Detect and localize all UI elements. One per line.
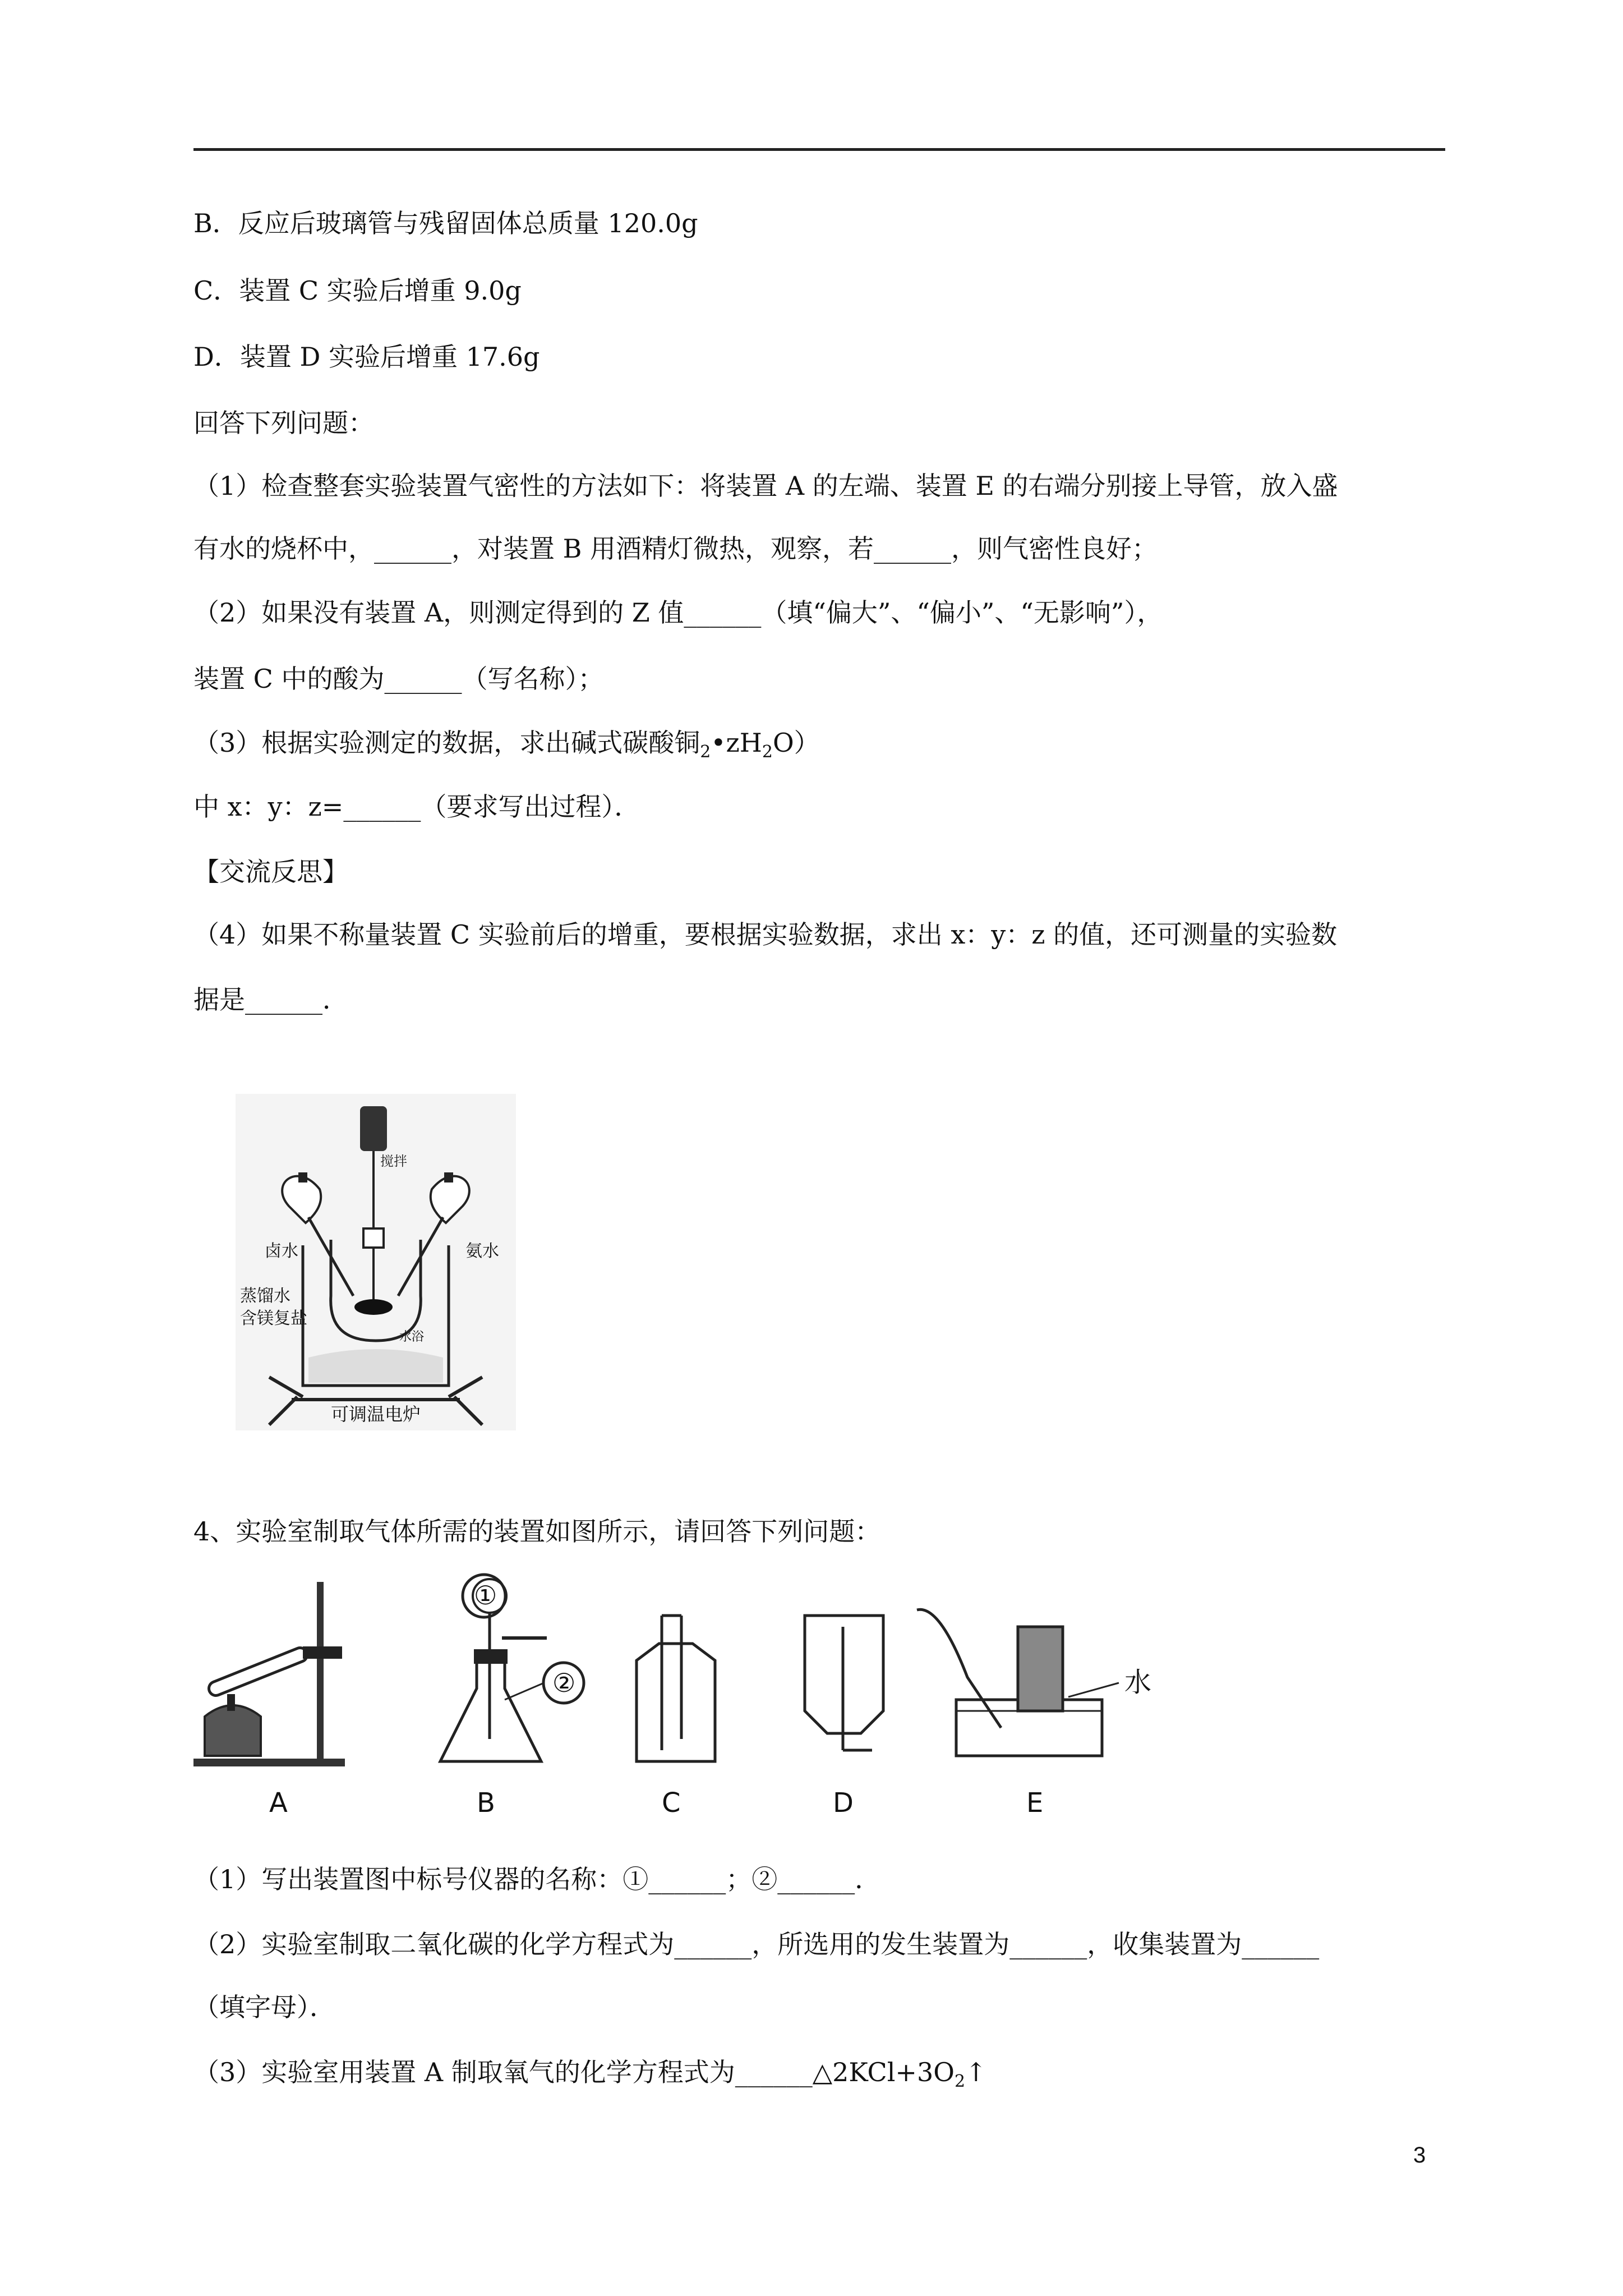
gas-apparatus-figure [193, 1571, 1192, 1829]
q3-sub-1: 2 [700, 742, 711, 762]
q4-part-3-sub: 2 [954, 2072, 966, 2091]
marker-1: ① [474, 1580, 497, 1611]
q3-text-2: •zH [711, 728, 762, 758]
q3-text-3: O） [772, 728, 820, 758]
question-4-line-2: 据是______． [193, 984, 348, 1015]
question-3-line-1 [193, 726, 820, 769]
apparatus-d [805, 1616, 883, 1750]
label-c: C [662, 1787, 681, 1819]
question-4-title: 4、实验室制取气体所需的装置如图所示，请回答下列问题： [193, 1516, 881, 1547]
apparatus-a [193, 1582, 345, 1766]
label-b: B [477, 1787, 495, 1819]
q4-part-3-text: （3）实验室用装置 A 制取氧气的化学方程式为______△2KCl+3O [193, 2057, 955, 2087]
stir-label: 搅拌 [380, 1153, 407, 1169]
water-bath-label: 水浴 [399, 1330, 425, 1344]
q4-part-1: （1）写出装置图中标号仪器的名称：①______；②______． [193, 1864, 881, 1894]
apparatus-e [917, 1609, 1151, 1756]
brine-label: 卤水 [265, 1241, 298, 1261]
reaction-apparatus-figure [236, 1094, 516, 1430]
reflection-heading: 【交流反思】 [193, 857, 348, 887]
q3-text: （3）根据实验测定的数据，求出碱式碳酸铜 [193, 728, 700, 758]
answer-prompt: 回答下列问题： [193, 408, 374, 438]
mg-salt-label: 含镁复盐 [240, 1309, 307, 1328]
question-4-line-1: （4）如果不称量装置 C 实验前后的增重，要根据实验数据，求出 x：y：z 的值，还可测量的实验数 [193, 919, 1338, 950]
label-e: E [1026, 1787, 1044, 1819]
option-b: B．反应后玻璃管与残留固体总质量 120.0g [193, 208, 698, 238]
furnace-label: 可调温电炉 [331, 1404, 421, 1425]
question-3-line-2: 中 x：y：z=______（要求写出过程）． [193, 792, 640, 822]
water-label: 水 [1124, 1667, 1152, 1698]
q4-part-3-arrow: ↑ [965, 2057, 987, 2087]
q4-part-2-line-2: （填字母）． [193, 1992, 335, 2022]
option-d: D．装置 D 实验后增重 17.6g [193, 342, 540, 372]
label-a: A [269, 1787, 288, 1819]
page-number: 3 [1413, 2143, 1426, 2168]
q4-part-3 [193, 2055, 987, 2099]
question-2-line-1: （2）如果没有装置 A，则测定得到的 Z 值______（填“偏大”、“偏小”、“无影响”）， [193, 597, 1163, 628]
question-1-line-2: 有水的烧杯中，______，对装置 B 用酒精灯微热，观察，若______，则气密性良好； [193, 533, 1158, 564]
ammonia-label: 氨水 [465, 1241, 499, 1261]
apparatus-c [637, 1616, 715, 1761]
q4-part-2-line-1: （2）实验室制取二氧化碳的化学方程式为______，所选用的发生装置为______，收集装置为______ [193, 1929, 1320, 1959]
q3-sub-2: 2 [762, 742, 773, 762]
marker-2: ② [552, 1668, 576, 1698]
question-2-line-2: 装置 C 中的酸为______（写名称）； [193, 664, 604, 694]
distilled-water-label: 蒸馏水 [240, 1286, 291, 1306]
option-c: C．装置 C 实验后增重 9.0g [193, 275, 522, 306]
question-1-line-1: （1）检查整套实验装置气密性的方法如下：将装置 A 的左端、装置 E 的右端分别接上导管，放入盛 [193, 471, 1338, 501]
header-rule [193, 148, 1445, 151]
label-d: D [833, 1787, 854, 1819]
apparatus-b [440, 1575, 584, 1761]
